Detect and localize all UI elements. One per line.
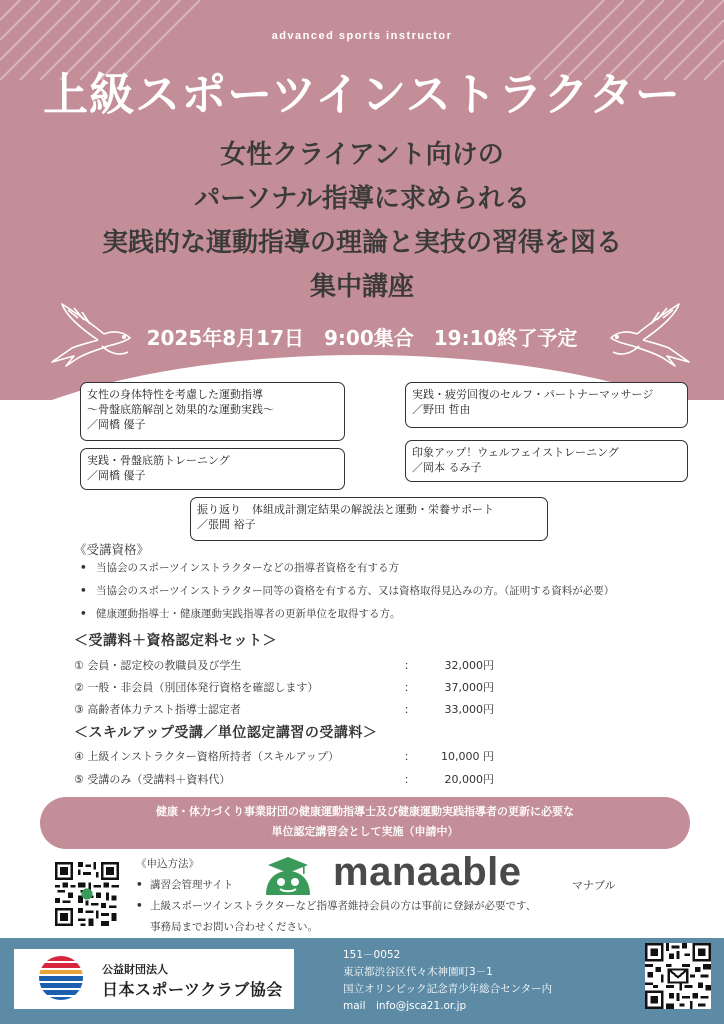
fee-label: ① 会員・認定校の教職員及び学生 xyxy=(74,659,242,672)
fee-amount: 10,000 円 xyxy=(441,750,494,763)
qualifications-heading: 《受講資格》 xyxy=(74,542,150,557)
fee-label: ② 一般・非会員（別団体発行資格を確認します） xyxy=(74,681,319,694)
fee-amount: 32,000円 xyxy=(444,659,494,672)
fee-colon: ： xyxy=(404,773,415,786)
session-instructor: ／岡橋 優子 xyxy=(87,469,146,482)
banner-line: 単位認定講習会として実施（申請中） xyxy=(271,825,459,838)
organization-logo xyxy=(14,949,294,1009)
event-date: 2025年8月17日 9:00集合 19:10終了予定 xyxy=(146,326,578,350)
main-title: 上級スポーツインストラクター xyxy=(43,68,681,121)
manaable-logo-icon[interactable] xyxy=(262,855,314,895)
session-box xyxy=(405,382,688,428)
subtitle-line: 集中講座 xyxy=(309,272,414,302)
fee-colon: ： xyxy=(404,659,415,672)
apply-item: • 講習会管理サイト xyxy=(136,876,536,895)
subtitle xyxy=(0,133,724,309)
qualifications-list xyxy=(78,560,718,629)
apply-note: 事務局までお問い合わせください。 xyxy=(150,921,318,933)
postal-code: 151－0052 xyxy=(343,949,401,961)
subtitle-line: 実践的な運動指導の理論と実技の習得を図る xyxy=(101,228,622,258)
qualification-item: • 健康運動指導士・健康運動実践指導者の更新単位を取得する方。 xyxy=(78,606,718,629)
session-instructor: ／野田 哲由 xyxy=(412,403,471,416)
address-line: 東京都渋谷区代々木神園町3－1 xyxy=(343,966,493,978)
jsca-emblem-icon xyxy=(36,952,86,1004)
address-block xyxy=(343,947,552,1015)
apply-item: • 上級スポーツインストラクターなど指導者維持会員の方は事前に登録が必要です、 xyxy=(136,897,536,916)
session-box xyxy=(80,382,345,441)
fee-label: ⑤ 受講のみ（受講料＋資料代） xyxy=(74,773,231,786)
fee-label: ③ 高齢者体力テスト指導士認定者 xyxy=(74,703,241,716)
address-line: 国立オリンピック記念青少年総合センター内 xyxy=(343,983,553,995)
organization-type: 公益財団法人 xyxy=(102,963,168,976)
session-box xyxy=(80,448,345,490)
credit-banner xyxy=(40,797,690,849)
session-title: 実践・骨盤底筋トレーニング xyxy=(87,454,230,467)
fee-colon: ： xyxy=(404,750,415,763)
fee-amount: 20,000円 xyxy=(444,773,494,786)
session-title: 実践・疲労回復のセルフ・パートナーマッサージ xyxy=(412,388,654,401)
fee-colon: ： xyxy=(404,703,415,716)
apply-heading: 《申込方法》 xyxy=(136,858,199,870)
fee-set-heading: ＜受講料＋資格認定料セット＞ xyxy=(74,633,277,649)
session-instructor: ／岡本 るみ子 xyxy=(412,461,482,474)
manaable-wordmark[interactable]: manaable xyxy=(333,850,522,894)
session-box xyxy=(405,440,688,482)
qualification-item: • 当協会のスポーツインストラクター同等の資格を有する方、又は資格取得見込みの方。（証明する資料が必要） xyxy=(78,583,718,606)
banner-line: 健康・体力づくり事業財団の健康運動指導士及び健康運動実践指導者の更新に必要な xyxy=(156,805,574,818)
session-title: 女性の身体特性を考慮した運動指導 xyxy=(87,388,263,401)
subtitle-line: パーソナル指導に求められる xyxy=(194,184,530,214)
session-box xyxy=(190,497,548,541)
session-subtitle: ～骨盤底筋解剖と効果的な運動実践～ xyxy=(87,403,274,416)
qr-code-icon[interactable] xyxy=(55,862,119,926)
qr-code-icon[interactable] xyxy=(645,943,711,1009)
fee-label: ④ 上級インストラクター資格所持者（スキルアップ） xyxy=(74,750,340,763)
manaable-kana: マナブル xyxy=(572,879,616,892)
fee-row xyxy=(74,771,494,789)
email-line[interactable]: mail info@jsca21.or.jp xyxy=(343,1000,467,1012)
session-instructor: ／岡橋 優子 xyxy=(87,418,146,431)
fee-colon: ： xyxy=(404,681,415,694)
fee-amount: 33,000円 xyxy=(444,703,494,716)
qualification-item: • 当協会のスポーツインストラクターなどの指導者資格を有する方 xyxy=(78,560,718,583)
organization-name: 日本スポーツクラブ協会 xyxy=(102,980,283,999)
session-instructor: ／張間 裕子 xyxy=(197,518,256,531)
fee-row xyxy=(74,748,494,766)
fee-row xyxy=(74,701,494,719)
tagline: advanced sports instructor xyxy=(271,30,453,42)
fee-row xyxy=(74,657,494,675)
fee-skill-heading: ＜スキルアップ受講／単位認定講習の受講料＞ xyxy=(74,725,378,741)
session-title: 印象アップ！ウェルフェイストレーニング xyxy=(412,446,619,459)
subtitle-line: 女性クライアント向けの xyxy=(220,140,504,170)
session-title: 振り返り 体組成計測定結果の解説法と運動・栄養サポート xyxy=(197,503,494,516)
fee-amount: 37,000円 xyxy=(444,681,494,694)
fee-row xyxy=(74,679,494,697)
